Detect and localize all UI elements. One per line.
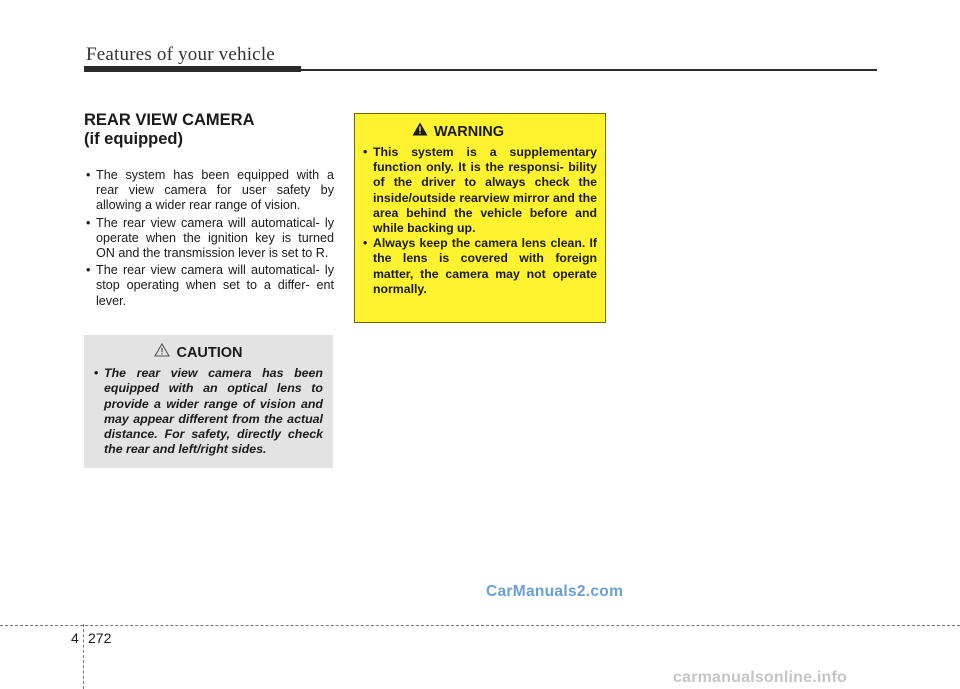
list-item: • The rear view camera has been equipped with an optical lens to provide a wider range of vision and may appear different from the actual distance. For safety, directly check the rear and left/right sides. xyxy=(94,366,323,458)
section-title-line1: REAR VIEW CAMERA xyxy=(84,111,255,129)
site-watermark: carmanualsonline.info xyxy=(673,669,848,686)
page-number: 272 xyxy=(88,630,112,646)
watermark-link[interactable]: CarManuals2.com xyxy=(486,583,624,600)
caution-header xyxy=(74,343,323,362)
warning-list xyxy=(363,145,597,297)
list-item: • The rear view camera will automatical- ly stop operating when set to a differ- ent lever. xyxy=(86,263,334,309)
warning-triangle-outline-icon xyxy=(154,343,170,362)
list-item: • The rear view camera will automatical- ly operate when the ignition key is turned ON and the transmission lever is set to R. xyxy=(86,216,334,262)
warning-header xyxy=(319,122,597,141)
list-item: • Always keep the camera lens clean. If the lens is covered with foreign matter, the camera may not operate normally. xyxy=(363,236,597,297)
chapter-number: 4 xyxy=(71,630,79,646)
warning-title: WARNING xyxy=(433,123,505,140)
caution-list xyxy=(94,366,323,458)
page-header-title: Features of your vehicle xyxy=(86,44,275,65)
footer-rule xyxy=(0,625,960,626)
feature-description-list xyxy=(86,168,334,311)
header-rule-thick xyxy=(84,66,301,72)
warning-box xyxy=(354,113,606,323)
list-item: • The system has been equipped with a rear view camera for user safety by allowing a wider rear range of vision. xyxy=(86,168,334,214)
section-title-line2: (if equipped) xyxy=(84,130,183,148)
section-title xyxy=(84,111,344,149)
warning-triangle-filled-icon xyxy=(412,122,428,141)
caution-box xyxy=(84,335,333,468)
header-rule-thin xyxy=(301,69,877,71)
caution-title: CAUTION xyxy=(176,344,243,361)
list-item: • This system is a supplementary function only. It is the responsi- bility of the driver to always check the inside/outside rearview mirror and the area behind the vehicle before and while backing up. xyxy=(363,145,597,236)
footer-divider xyxy=(83,624,84,689)
